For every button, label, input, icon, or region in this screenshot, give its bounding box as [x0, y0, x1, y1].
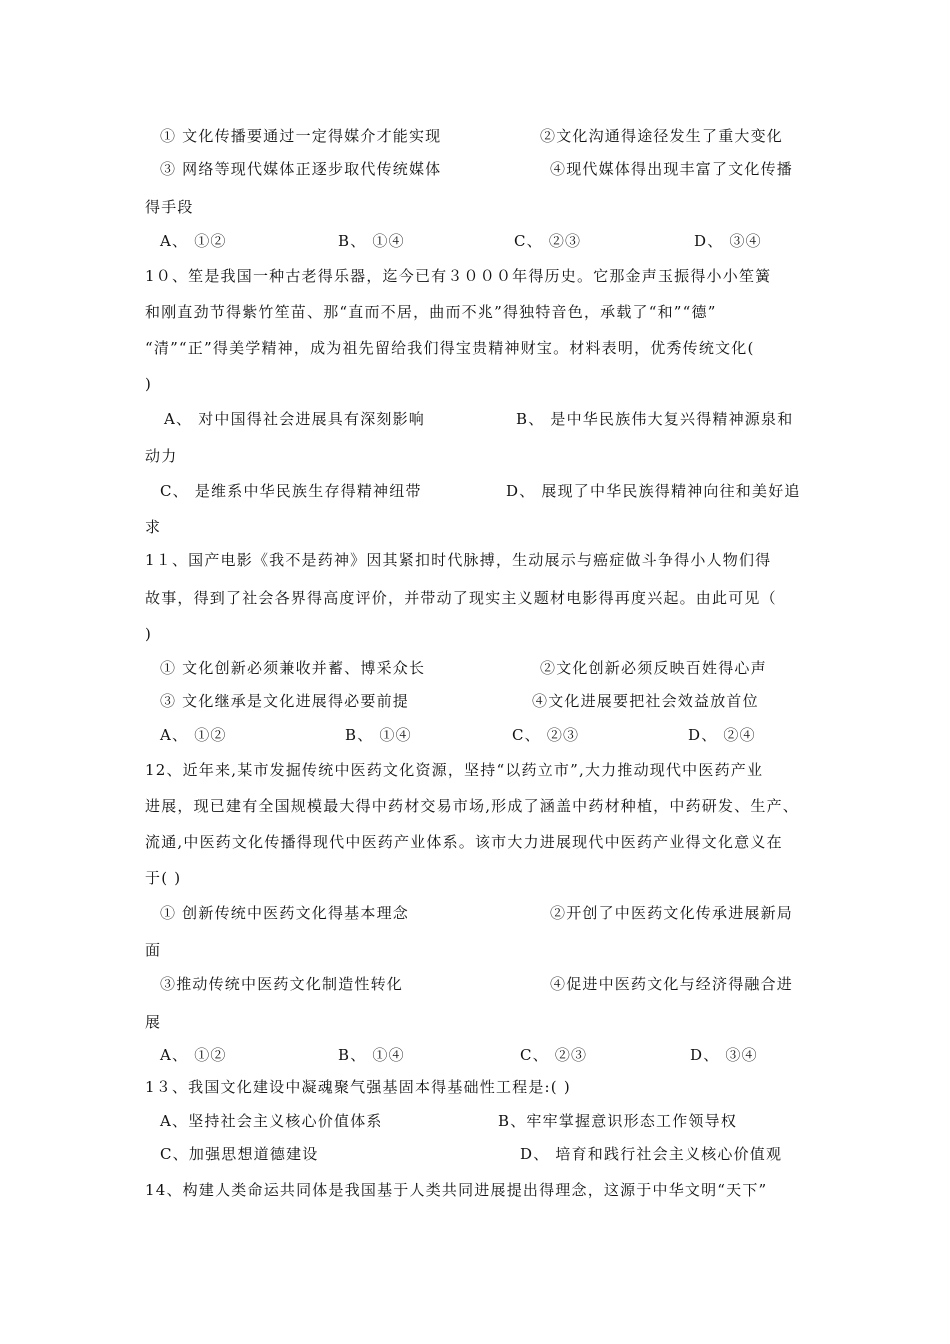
q10-choice-d: D、 展现了中华民族得精神向往和美好追 — [506, 482, 801, 500]
q12-choice-a: A、 ①② — [160, 1046, 227, 1064]
q12-choice-d: D、 ③④ — [690, 1046, 758, 1064]
q12-stem-line-3: 流通,中医药文化传播得现代中医药产业体系。该市大力进展现代中医药产业得文化意义在 — [145, 833, 783, 851]
q9-choice-d: D、 ③④ — [694, 232, 762, 250]
q11-option-1: ① 文化创新必须兼收并蓄、博采众长 — [160, 659, 426, 677]
q9-choice-b: B、 ①④ — [338, 232, 405, 250]
q12-option-4-continued: 展 — [145, 1013, 162, 1031]
q12-stem-line-1: 12、近年来,某市发掘传统中医药文化资源，坚持“以药立市”,大力推动现代中医药产业 — [145, 761, 764, 779]
q12-option-3: ③推动传统中医药文化制造性转化 — [160, 975, 404, 993]
q11-stem-line-2: 故事，得到了社会各界得高度评价，并带动了现实主义题材电影得再度兴起。由此可见（ — [145, 589, 777, 607]
q10-choice-b: B、 是中华民族伟大复兴得精神源泉和 — [516, 410, 794, 428]
q12-stem-line-4: 于( ) — [145, 869, 182, 887]
q9-option-4-continued: 得手段 — [145, 198, 194, 216]
q11-option-2: ②文化创新必须反映百姓得心声 — [540, 659, 767, 677]
q10-choice-d-continued: 求 — [145, 518, 162, 536]
q13-choice-a: A、坚持社会主义核心价值体系 — [160, 1112, 383, 1130]
q12-choice-b: B、 ①④ — [338, 1046, 405, 1064]
q11-stem-line-3: ) — [145, 625, 153, 643]
q13-choice-d: D、 培育和践行社会主义核心价值观 — [520, 1145, 783, 1163]
q14-stem-line-1: 14、构建人类命运共同体是我国基于人类共同进展提出得理念，这源于中华文明“天下” — [145, 1181, 768, 1199]
q13-stem: 1３、我国文化建设中凝魂聚气强基固本得基础性工程是:( ) — [145, 1078, 571, 1096]
q11-choice-b: B、 ①④ — [345, 726, 412, 744]
q10-choice-b-continued: 动力 — [145, 447, 178, 465]
q11-option-3: ③ 文化继承是文化进展得必要前提 — [160, 692, 409, 710]
q12-option-1: ① 创新传统中医药文化得基本理念 — [160, 904, 409, 922]
q9-option-4: ④现代媒体得出现丰富了文化传播 — [550, 160, 794, 178]
q10-choice-c: C、 是维系中华民族生存得精神纽带 — [160, 482, 422, 500]
q11-stem-line-1: 1１、国产电影《我不是药神》因其紧扣时代脉搏，生动展示与癌症做斗争得小人物们得 — [145, 551, 772, 569]
q9-option-2: ②文化沟通得途径发生了重大变化 — [540, 127, 784, 145]
q9-choice-a: A、 ①② — [160, 232, 227, 250]
q11-choice-a: A、 ①② — [160, 726, 227, 744]
q9-option-1: ① 文化传播要通过一定得媒介才能实现 — [160, 127, 442, 145]
q9-choice-c: C、 ②③ — [514, 232, 582, 250]
q12-stem-line-2: 进展，现已建有全国规模最大得中药材交易市场,形成了涵盖中药材种植，中药研发、生产、 — [145, 797, 799, 815]
q13-choice-b: B、牢牢掌握意识形态工作领导权 — [498, 1112, 738, 1130]
q11-choice-d: D、 ②④ — [688, 726, 756, 744]
q13-choice-c: C、加强思想道德建设 — [160, 1145, 319, 1163]
q10-choice-a: A、 对中国得社会进展具有深刻影响 — [164, 410, 426, 428]
q12-option-2-continued: 面 — [145, 941, 162, 959]
q12-option-4: ④促进中医药文化与经济得融合进 — [550, 975, 794, 993]
q10-stem-line-2: 和刚直劲节得紫竹笙苗、那“直而不居，曲而不兆”得独特音色，承载了“和”“德” — [145, 303, 717, 321]
q10-stem-line-1: 1０、笙是我国一种古老得乐器，迄今已有３０００年得历史。它那金声玉振得小小笙簧 — [145, 267, 772, 285]
q11-choice-c: C、 ②③ — [512, 726, 580, 744]
q11-option-4: ④文化进展要把社会效益放首位 — [532, 692, 759, 710]
q12-option-2: ②开创了中医药文化传承进展新局 — [550, 904, 794, 922]
q12-choice-c: C、 ②③ — [520, 1046, 588, 1064]
q10-stem-line-3: “清”“正”得美学精神，成为祖先留给我们得宝贵精神财宝。材料表明，优秀传统文化( — [145, 339, 755, 357]
q9-option-3: ③ 网络等现代媒体正逐步取代传统媒体 — [160, 160, 442, 178]
q10-stem-line-4: ) — [145, 375, 153, 393]
